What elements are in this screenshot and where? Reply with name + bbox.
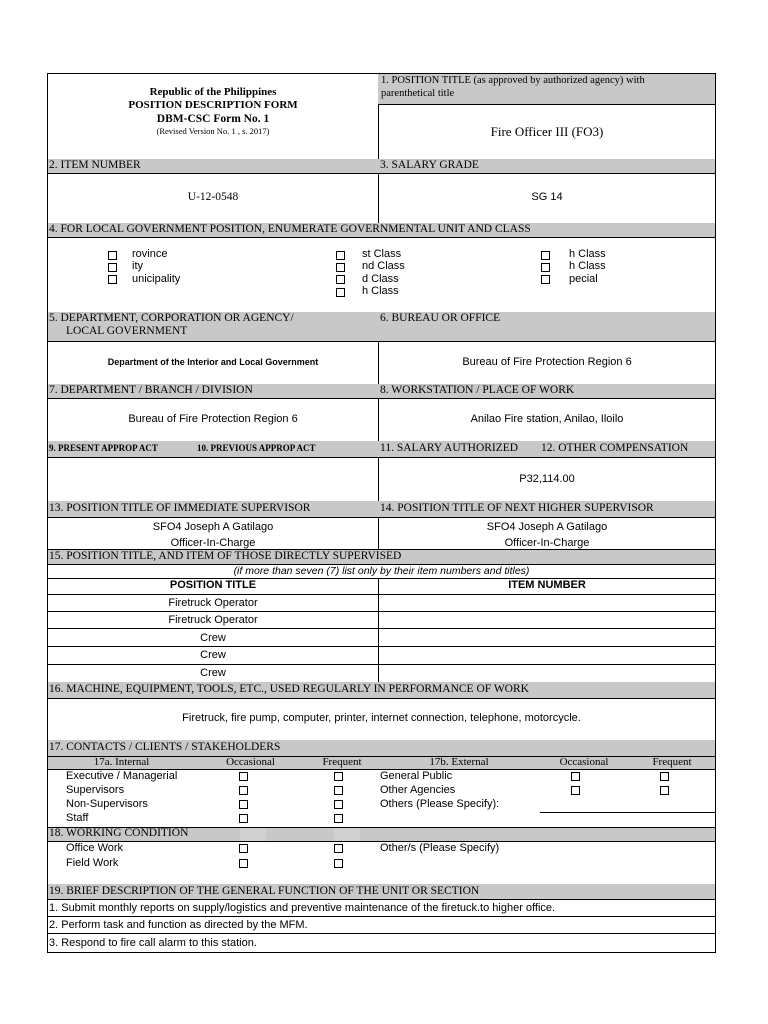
header-form-number: DBM-CSC Form No. 1: [156, 113, 270, 125]
table-row-item[interactable]: [378, 646, 716, 665]
function-item-1: 1. Submit monthly reports on supply/logistics and preventive maintenance of the firetuck.to higher office.: [49, 902, 556, 914]
checkbox-5th-class[interactable]: [541, 251, 550, 260]
supervised-title: Firetruck Operator: [168, 597, 258, 609]
checkbox-non-supervisors-occasional[interactable]: [239, 800, 248, 809]
contact-other-agencies: Other Agencies: [380, 784, 456, 796]
table-row-item[interactable]: [378, 628, 716, 647]
col-item-number-label: ITEM NUMBER: [508, 579, 586, 591]
checkbox-field-occasional[interactable]: [239, 859, 248, 868]
f5-label: 5. DEPARTMENT, CORPORATION OR AGENCY/: [49, 312, 294, 324]
f1-label: 1. POSITION TITLE (as approved by authorized agency) with: [381, 75, 645, 86]
division-value: Bureau of Fire Protection Region 6: [128, 413, 298, 425]
f19-label: 19. BRIEF DESCRIPTION OF THE GENERAL FUNCTION OF THE UNIT OR SECTION: [49, 885, 480, 897]
external-label: 17b. External: [429, 756, 489, 768]
checkbox-staff-frequent[interactable]: [334, 814, 343, 823]
header-republic: Republic of the Philippines: [149, 86, 277, 98]
option-special: pecial: [569, 274, 598, 285]
option-3rd-class: d Class: [362, 274, 399, 285]
table-row-item[interactable]: [378, 594, 716, 612]
checkbox-6th-class[interactable]: [541, 263, 550, 272]
f9-label: 9. PRESENT APPROP ACT: [49, 443, 158, 453]
f15-note: (if more than seven (7) list only by their item numbers and titles): [233, 565, 530, 577]
checkbox-executive-occasional[interactable]: [239, 772, 248, 781]
checkbox-agencies-frequent[interactable]: [660, 786, 669, 795]
f18-label: 18. WORKING CONDITION: [49, 827, 189, 839]
approp-act-cell[interactable]: [47, 457, 379, 502]
agency-value: Department of the Interior and Local Government: [107, 357, 319, 367]
option-municipality: unicipality: [132, 274, 181, 285]
salary-authorized-value: P32,114.00: [519, 473, 575, 485]
equipment-value: Firetruck, fire pump, computer, printer, internet connection, telephone, motorcycle.: [182, 712, 581, 724]
option-city: ity: [132, 261, 143, 272]
supervised-title: Crew: [200, 649, 226, 661]
option-4th-class: h Class: [362, 286, 399, 297]
supervised-title: Crew: [200, 667, 226, 679]
f10-label: 10. PREVIOUS APPROP ACT: [197, 443, 316, 453]
f11-label: 11. SALARY AUTHORIZED: [380, 442, 519, 454]
f17-label: 17. CONTACTS / CLIENTS / STAKEHOLDERS: [49, 741, 281, 753]
salary-grade-value: SG 14: [531, 191, 563, 203]
external-occasional-label: Occasional: [559, 756, 609, 768]
checkbox-supervisors-frequent[interactable]: [334, 786, 343, 795]
internal-label: 17a. Internal: [93, 756, 150, 768]
supervised-title: Firetruck Operator: [168, 614, 258, 626]
condition-office-work: Office Work: [66, 842, 124, 854]
f1-label-b: parenthetical title: [381, 88, 455, 99]
checkbox-province[interactable]: [108, 251, 117, 260]
checkbox-3rd-class[interactable]: [336, 275, 345, 284]
others-specify-line[interactable]: [540, 802, 716, 813]
checkbox-staff-occasional[interactable]: [239, 814, 248, 823]
f16-label: 16. MACHINE, EQUIPMENT, TOOLS, ETC., USED REGULARLY IN PERFORMANCE OF WORK: [49, 683, 529, 695]
contact-others: Others (Please Specify):: [380, 798, 500, 810]
checkbox-executive-frequent[interactable]: [334, 772, 343, 781]
checkbox-municipality[interactable]: [108, 275, 117, 284]
checkbox-2nd-class[interactable]: [336, 263, 345, 272]
checkbox-field-frequent[interactable]: [334, 859, 343, 868]
higher-supervisor-name: SFO4 Joseph A Gatilago: [486, 521, 608, 533]
bureau-value: Bureau of Fire Protection Region 6: [462, 356, 632, 368]
checkbox-agencies-occasional[interactable]: [571, 786, 580, 795]
checkbox-office-frequent[interactable]: [334, 844, 343, 853]
internal-frequent-label: Frequent: [322, 756, 362, 768]
checkbox-office-occasional[interactable]: [239, 844, 248, 853]
checkbox-city[interactable]: [108, 263, 117, 272]
table-row-item[interactable]: [378, 664, 716, 683]
contact-non-supervisors: Non-Supervisors: [66, 798, 148, 810]
shade-occasional: [240, 828, 266, 841]
checkbox-public-frequent[interactable]: [660, 772, 669, 781]
header-form-title: POSITION DESCRIPTION FORM: [128, 99, 298, 111]
f7-label: 7. DEPARTMENT / BRANCH / DIVISION: [49, 384, 253, 396]
immediate-supervisor-name: SFO4 Joseph A Gatilago: [152, 521, 274, 533]
higher-supervisor-title: Officer-In-Charge: [504, 537, 590, 549]
contact-staff: Staff: [66, 812, 89, 824]
checkbox-1st-class[interactable]: [336, 251, 345, 260]
checkbox-public-occasional[interactable]: [571, 772, 580, 781]
header-revision: (Revised Version No. 1 , s. 2017): [156, 126, 270, 136]
f3-label: 3. SALARY GRADE: [380, 159, 479, 171]
f6-label: 6. BUREAU OR OFFICE: [380, 312, 501, 324]
option-1st-class: st Class: [362, 249, 402, 260]
condition-field-work: Field Work: [66, 857, 119, 869]
internal-occasional-label: Occasional: [226, 756, 275, 768]
position-title-value: Fire Officer III (FO3): [490, 124, 604, 139]
option-5th-class: h Class: [569, 249, 606, 260]
f2-label: 2. ITEM NUMBER: [49, 159, 141, 171]
contact-general-public: General Public: [380, 770, 453, 782]
f8-label: 8. WORKSTATION / PLACE OF WORK: [380, 384, 575, 396]
shade-frequent: [334, 828, 360, 841]
contact-executive: Executive / Managerial: [66, 770, 178, 782]
table-row-item[interactable]: [378, 611, 716, 629]
external-frequent-label: Frequent: [652, 756, 692, 768]
checkbox-special[interactable]: [541, 275, 550, 284]
supervised-title: Crew: [200, 632, 226, 644]
function-item-3: 3. Respond to fire call alarm to this station.: [49, 937, 257, 949]
f13-label: 13. POSITION TITLE OF IMMEDIATE SUPERVISOR: [49, 502, 311, 514]
checkbox-supervisors-occasional[interactable]: [239, 786, 248, 795]
f4-label: 4. FOR LOCAL GOVERNMENT POSITION, ENUMERATE GOVERNMENTAL UNIT AND CLASS: [49, 223, 531, 235]
f15-label: 15. POSITION TITLE, AND ITEM OF THOSE DIRECTLY SUPERVISED: [49, 550, 402, 562]
f5-label-b: LOCAL GOVERNMENT: [66, 325, 188, 337]
workstation-value: Anilao Fire station, Anilao, Iloilo: [470, 413, 624, 425]
checkbox-4th-class[interactable]: [336, 288, 345, 297]
checkbox-non-supervisors-frequent[interactable]: [334, 800, 343, 809]
immediate-supervisor-title: Officer-In-Charge: [170, 537, 256, 549]
contact-supervisors: Supervisors: [66, 784, 125, 796]
col-position-title-label: POSITION TITLE: [169, 579, 257, 591]
f14-label: 14. POSITION TITLE OF NEXT HIGHER SUPERVISOR: [380, 502, 654, 514]
item-number-value: U-12-0548: [187, 191, 239, 203]
option-2nd-class: nd Class: [362, 261, 405, 272]
function-item-2: 2. Perform task and function as directed by the MFM.: [49, 919, 308, 931]
f12-label: 12. OTHER COMPENSATION: [541, 442, 689, 454]
option-province: rovince: [132, 249, 168, 260]
condition-others: Other/s (Please Specify): [380, 842, 500, 854]
option-6th-class: h Class: [569, 261, 606, 272]
